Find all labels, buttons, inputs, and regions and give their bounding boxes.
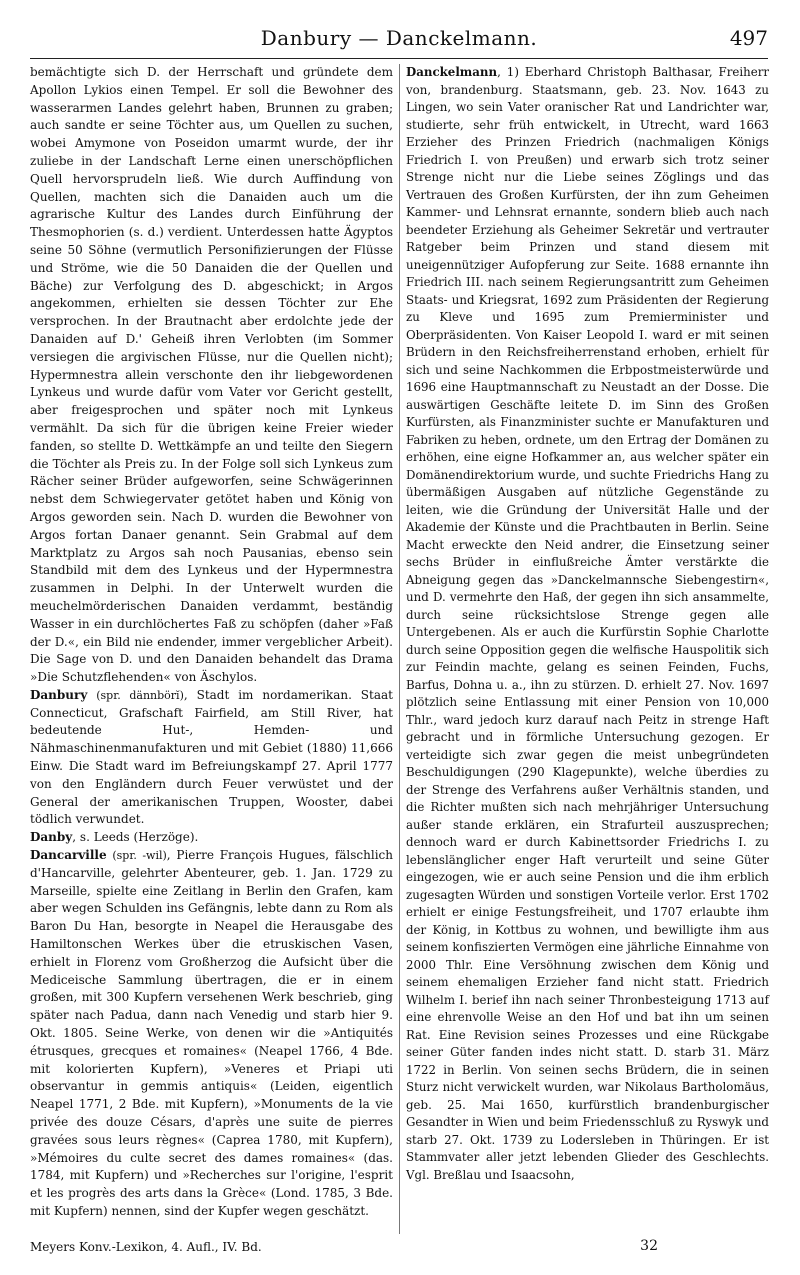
pronunciation-danbury: (spr. dännbörĭ) (96, 688, 184, 702)
entry-text-danckelmann: , 1) Eberhard Christoph Balthasar, Freiherr von, brandenburg. Staatsmann, geb. 23. Nov. 1643 zu Lingen, wo sein Vater oranischer Rat und Landrichter war, studierte, sehr früh entwickelt, in Utrecht, ward 1663 Erzieher des Prinzen Friedrich (nachmaligen Königs Friedrich I. von Preußen) und erwarb sich trotz seiner Strenge nicht nur die Liebe seines Zöglings und das Vertrauen des Großen Kurfürsten, der ihn zum Geheimen Kammer- und Lehnsrat ernannte, sondern blieb auch nach beendeter Erziehung als Geheimer Sekretär und vertrauter Ratgeber beim Prinzen und stand diesem mit uneigennütziger Aufopferung zur Seite. 1688 ernannte ihn Friedrich III. nach seinem Regierungsantritt zum Geheimen Staats- und Kriegsrat, 1692 zum Präsidenten der Regierung zu Kleve und 1695 zum Premierminister und Oberpräsidenten. Von Kaiser Leopold I. ward er mit seinen Brüdern in den Reichsfreiherrenstand erhoben, erhielt für sich und seine Nachkommen die Erbpostmeisterwürde und 1696 eine Hauptmannschaft zu Neustadt an der Dosse. Die auswärtigen Geschäfte leitete D. im Sinn des Großen Kurfürsten, als Finanzminister suchte er Manufakturen und Fabriken zu heben, ordnete, um den Ertrag der Domänen zu erhöhen, eine eigne Hofkammer an, aus welcher später ein Domänendirektorium wurde, und suchte Friedrichs Hang zu übermäßigen Ausgaben auf nützliche Gegenstände zu leiten, wie die Gründung der Universität Halle und der Akademie der Künste und die Prachtbauten in Berlin. Seine Macht erweckte den Neid andrer, die Einsetzung seiner sechs Brüder in einflußreiche Ämter verstärkte die Abneigung gegen das »Danckelmannsche Siebengestirn«, und D. vermehrte den Haß, der gegen ihn sich ansammelte, durch seine rücksichtslose Strenge gegen alle Untergebenen. Als er auch die Kurfürstin Sophie Charlotte durch seine Opposition gegen die welfische Hauspolitik sich zur Feindin machte, gelang es seinen Feinden, Fuchs, Barfus, Dohna u. a., ihn zu stürzen. D. erhielt 27. Nov. 1697 plötzlich seine Entlassung mit einer Pension von 10,000 Thlr., ward jedoch kurz darauf nach Peitz in strenge Haft gebracht und in förmliche Untersuchung gezogen. Er verteidigte sich zwar gegen die meist unbegründeten Beschuldigungen (290 Klagepunkte), welche überdies zu der Strenge des Verfahrens außer Verhältnis standen, und die Richter mußten sich nach mehrjähriger Untersuchung außer stande erklären, ein Strafurteil auszusprechen; dennoch ward er durch Kabinettsorder Friedrichs I. zu lebenslänglicher enger Haft verurteilt und seine Güter eingezogen, wie er auch seine Pension und die ihm erblich zugesagten Würden und sonstigen Vorteile verlor. Erst 1702 erhielt er einige Festungsfreiheit, und 1707 erlaubte ihm der König, in Kottbus zu wohnen, und bewilligte ihm aus seinem konfiszierten Vermögen eine jährliche Einnahme von 2000 Thlr. Eine Versöhnung zwischen dem König und seinem ehemaligen Erzieher fand nicht statt. Friedrich Wilhelm I. berief ihn nach seiner Thronbesteigung 1713 auf eine ehrenvolle Weise an den Hof und bat ihn um seinen Rat. Eine Revision seines Prozesses und eine Rückgabe seiner Güter fanden indes nicht statt. D. starb 31. März 1722 in Berlin. Von seinen sechs Brüdern, die in seinen Sturz nicht verwickelt wurden, war Nikolaus Bartholomäus, geb. 25. Mai 1650, kurfürstlich brandenburgischer Gesandter in Wien und beim Friedensschluß zu Ryswyk und starb 27. Okt. 1739 zu Lodersleben in Thüringen. Er ist Stammvater aller jetzt lebenden Glieder des Geschlechts. Vgl. Breßlau und Isaacsohn, (406, 65, 769, 1182)
signature-number: 32 (640, 1238, 658, 1254)
source-line: Meyers Konv.-Lexikon, 4. Aufl., IV. Bd. (30, 1240, 262, 1254)
danaos-continuation: bemächtigte sich D. der Herrschaft und gründete dem Apollon Lykios einen Tempel. Er soll die Bewohner des wasserarmen Landes gelehrt haben, Brunnen zu graben; auch sandte er seine Töchter aus, um Quellen zu suchen, wobei Amymone von Poseidon umarmt wurde, der ihr zuliebe in der Landschaft Lerne einen unerschöpflichen Quell hervorsprudeln ließ. Wie durch Auffindung von Quellen, machten sich die Danaiden auch um die agrarische Kultur des Landes durch Einführung der Thesmophorien (s. d.) verdient. Unterdessen hatte Ägyptos seine 50 Söhne (vermutlich Personifizierungen der Flüsse und Ströme, wie die 50 Danaiden die der Quellen und Bäche) zur Verfolgung des D. abgeschickt; in Argos angekommen, erhielten sie dessen Töchter zur Ehe versprochen. In der Brautnacht aber erdolchte jede der Danaiden auf D.' Geheiß ihren Verlobten (im Sommer versiegen die argivischen Flüsse, nur die Quellen nicht); Hypermnestra allein verschonte den ihr liebgewordenen Lynkeus und wurde dafür vom Vater vor Gericht gestellt, aber freigesprochen und später noch mit Lynkeus vermählt. Da sich für die übrigen keine Freier wieder fanden, so stellte D. Wettkämpfe an und teilte den Siegern die Töchter als Preis zu. In der Folge soll sich Lynkeus zum Rächer seiner Brüder aufgeworfen, seine Schwägerinnen nebst dem Schwiegervater getötet haben und König von Argos geworden sein. Nach D. wurden die Bewohner von Argos fortan Danaer genannt. Sein Grabmal auf dem Marktplatz zu Argos sah noch Pausanias, ebenso sein Standbild mit dem des Lynkeus und der Hypermnestra zusammen in Delphi. In der Unterwelt wurden die meuchelmörderischen Danaiden verdammt, beständig Wasser in ein durchlöchertes Faß zu schöpfen (daher »Faß der D.«, ein Bild nie endender, immer vergeblicher Arbeit). Die Sage von D. und den Danaiden behandelt das Drama »Die Schutzflehenden« von Äschylos. (30, 65, 393, 685)
entry-danckelmann (406, 64, 769, 1184)
entry-text-dancarville: , Pierre François Hugues, fälschlich d'Hancarville, gelehrter Abenteurer, geb. 1. Jan. 1729 zu Marseille, spielte eine Zeitlang in Berlin den Grafen, kam aber wegen Schulden ins Gefängnis, lebte dann zu Rom als Baron Du Han, besorgte in Neapel die Herausgabe des Hamiltonschen Werkes über die etruskischen Vasen, erhielt in Florenz vom Großherzog die Aufsicht über die Mediceische Sammlung übertragen, die er in einem großen, mit 300 Kupfern versehenen Werk beschrieb, ging später nach Padua, dann nach Venedig und starb hier 9. Okt. 1805. Seine Werke, von denen wir die »Antiquités étrusques, grecques et romaines« (Neapel 1766, 4 Bde. mit kolorierten Kupfern), »Veneres et Priapi uti observantur in gemmis antiquis« (Leiden, eigentlich Neapel 1771, 2 Bde. mit Kupfern), »Monuments de la vie privée des douze Césars, d'après une suite de pierres gravées sous leurs règnes« (Caprea 1780, mit Kupfern), »Mémoires du culte secret des dames romaines« (das. 1784, mit Kupfern) und »Recherches sur l'origine, l'esprit et les progrès des arts dans la Grèce« (Lond. 1785, 3 Bde. mit Kupfern) nennen, sind der Kupfer wegen geschätzt. (30, 848, 393, 1218)
pronunciation-dancarville: (spr. -wil) (112, 849, 167, 863)
entry-danby (30, 829, 393, 847)
headword-danckelmann: Danckelmann (406, 65, 498, 79)
right-column (406, 64, 769, 1234)
headword-danby: Danby (30, 830, 73, 845)
entry-text-danby: , s. Leeds (Herzöge). (72, 830, 199, 845)
headword-dancarville: Dancarville (30, 848, 107, 863)
page-header (30, 18, 768, 59)
page-number: 497 (729, 26, 768, 50)
running-title: Danbury — Danckelmann. (260, 26, 538, 50)
headword-danbury: Danbury (30, 687, 88, 702)
column-divider (399, 64, 400, 1234)
entry-text-danbury: , Stadt im nordamerikan. Staat Connecticut, Grafschaft Fairfield, am Still River, hat bedeutende Hut-, Hemden- und Nähmaschinenmanufakturen und mit Gebiet (1880) 11,666 Einw. Die Stadt ward im Befreiungskampf 27. April 1777 von den Engländern durch Feuer verwüstet und der General der amerikanischen Truppen, Wooster, dabei tödlich verwundet. (30, 687, 393, 827)
page-footer (30, 1240, 768, 1264)
left-column (30, 64, 393, 1234)
entry-dancarville (30, 847, 393, 1221)
text-columns (30, 64, 768, 1234)
entry-danbury (30, 687, 393, 829)
